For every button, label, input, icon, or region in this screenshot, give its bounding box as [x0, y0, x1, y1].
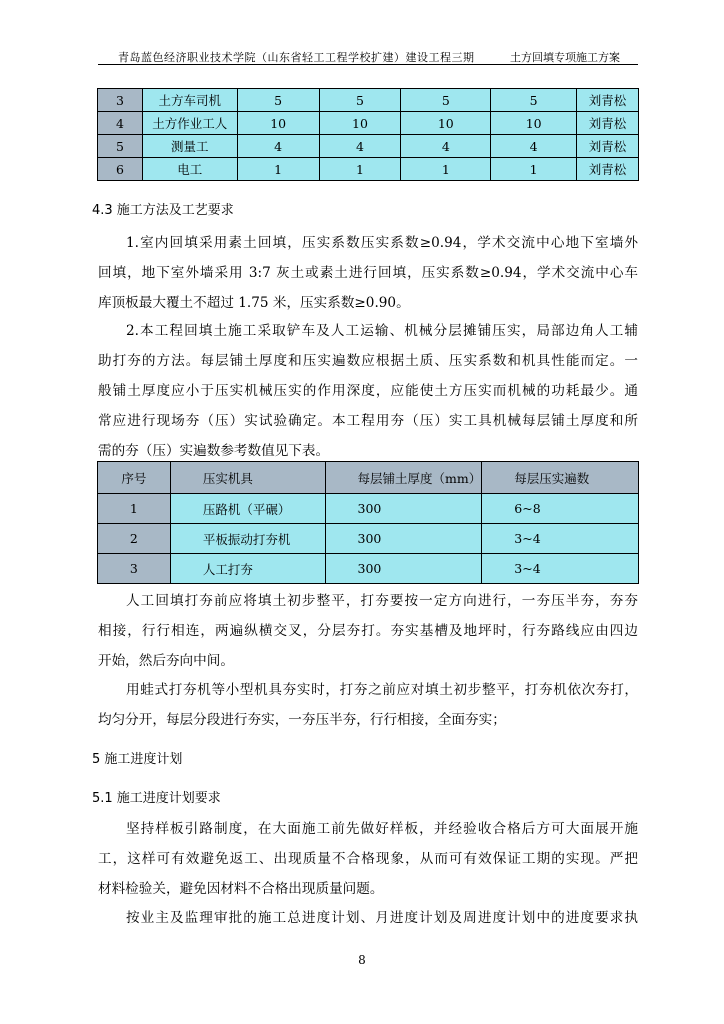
- text-line: 开始，然后夯向中间。: [98, 653, 234, 669]
- text-line: 需的夯（压）实遍数参考数值见下表。: [98, 443, 330, 459]
- text-line: 按业主及监理审批的施工总进度计划、月进度计划及周进度计划中的进度要求执: [126, 910, 638, 926]
- text-line: 常应进行现场夯（压）实试验确定。本工程用夯（压）实工具机械每层铺土厚度和所: [98, 413, 638, 429]
- text-line: 回填，地下室外墙采用 3:7 灰土或素土进行回填，压实系数≥0.94，学术交流中心车: [98, 265, 638, 281]
- section-heading-5-1: 5.1 施工进度计划要求: [92, 791, 221, 806]
- table-cell: 5: [491, 89, 577, 112]
- text-line: 坚持样板引路制度，在大面施工前先做好样板，并经验收合格后方可大面展开施: [126, 821, 638, 837]
- table-cell: 1: [98, 494, 171, 524]
- table-cell: 刘青松: [577, 112, 639, 135]
- text-line: 用蛙式打夯机等小型机具夯实时，打夯之前应对填土初步整平，打夯机依次夯打，: [126, 682, 638, 698]
- table-cell: 10: [237, 112, 319, 135]
- section-heading-5: 5 施工进度计划: [92, 752, 183, 767]
- table-cell: 5: [319, 89, 401, 112]
- table-header-cell: 每层压实遍数: [482, 462, 639, 494]
- table-cell: 1: [319, 158, 401, 181]
- table-row: [98, 89, 639, 112]
- table-cell: 5: [401, 89, 491, 112]
- staffing-table: [97, 88, 639, 181]
- table-cell: 5: [237, 89, 319, 112]
- table-header-row: [98, 462, 639, 494]
- paragraph: [98, 316, 638, 466]
- table-cell: 3~4: [482, 524, 639, 554]
- table-cell: 5: [98, 135, 143, 158]
- table-cell: 4: [98, 112, 143, 135]
- text-line: 均匀分开，每层分段进行夯实，一夯压半夯，行行相接，全面夯实；: [98, 712, 506, 728]
- table-cell: 6: [98, 158, 143, 181]
- table-header-cell: 压实机具: [170, 462, 325, 494]
- section-heading-4-3: 4.3 施工方法及工艺要求: [92, 203, 234, 218]
- paragraph: [98, 586, 638, 676]
- text-line: 1.室内回填采用素土回填，压实系数压实系数≥0.94，学术交流中心地下室墙外: [126, 235, 638, 251]
- table-header-cell: 每层铺土厚度（mm）: [325, 462, 482, 494]
- table-cell: 2: [98, 524, 171, 554]
- table-cell: 1: [237, 158, 319, 181]
- header-project-name: 青岛蓝色经济职业技术学院（山东省轻工工程学校扩建）建设工程三期: [118, 51, 475, 64]
- header-document-title: 土方回填专项施工方案: [510, 51, 620, 64]
- table-cell: 4: [491, 135, 577, 158]
- table-row: [98, 112, 639, 135]
- table-cell: 电工: [142, 158, 237, 181]
- table-cell: 6~8: [482, 494, 639, 524]
- table-row: [98, 524, 639, 554]
- table-cell: 10: [319, 112, 401, 135]
- paragraph: [98, 675, 638, 735]
- text-line: 人工回填打夯前应将填土初步整平，打夯要按一定方向进行，一夯压半夯，夯夯: [126, 593, 638, 609]
- text-line: 助打夯的方法。每层铺土厚度和压实遍数应根据土质、压实系数和机具性能而定。一: [98, 353, 638, 369]
- table-cell: 1: [491, 158, 577, 181]
- table-cell: 土方作业工人: [142, 112, 237, 135]
- table-header-cell: 序号: [98, 462, 171, 494]
- table-cell: 300: [325, 524, 482, 554]
- table-cell: 刘青松: [577, 158, 639, 181]
- table-row: [98, 158, 639, 181]
- table-row: [98, 494, 639, 524]
- table-cell: 人工打夯: [170, 554, 325, 584]
- table-cell: 10: [491, 112, 577, 135]
- text-line: 2.本工程回填土施工采取铲车及人工运输、机械分层摊铺压实，局部边角人工辅: [126, 323, 638, 339]
- table-cell: 1: [401, 158, 491, 181]
- table-cell: 10: [401, 112, 491, 135]
- table-cell: 刘青松: [577, 135, 639, 158]
- table-cell: 平板振动打夯机: [170, 524, 325, 554]
- page-header: [98, 44, 638, 65]
- table-cell: 测量工: [142, 135, 237, 158]
- table-cell: 3~4: [482, 554, 639, 584]
- table-cell: 300: [325, 494, 482, 524]
- text-line: 工，这样可有效避免返工、出现质量不合格现象，从而可有效保证工期的实现。严把: [98, 851, 638, 867]
- table-cell: 刘青松: [577, 89, 639, 112]
- paragraph: [98, 903, 638, 933]
- table-cell: 4: [319, 135, 401, 158]
- table-cell: 土方车司机: [142, 89, 237, 112]
- table-row: [98, 554, 639, 584]
- paragraph: [98, 228, 638, 318]
- table-row: [98, 135, 639, 158]
- table-cell: 3: [98, 89, 143, 112]
- compaction-table: [97, 461, 639, 584]
- table-cell: 4: [237, 135, 319, 158]
- table-cell: 4: [401, 135, 491, 158]
- table-cell: 300: [325, 554, 482, 584]
- text-line: 相接，行行相连，两遍纵横交叉，分层夯打。夯实基槽及地坪时，行夯路线应由四边: [98, 623, 638, 639]
- table-cell: 3: [98, 554, 171, 584]
- text-line: 库顶板最大覆土不超过 1.75 米，压实系数≥0.90。: [98, 295, 410, 311]
- text-line: 材料检验关，避免因材料不合格出现质量问题。: [98, 881, 384, 897]
- table-cell: 压路机（平碾）: [170, 494, 325, 524]
- page-number: 8: [358, 953, 366, 967]
- paragraph: [98, 814, 638, 904]
- text-line: 般铺土厚度应小于压实机械压实的作用深度，应能使土方压实而机械的功耗最少。通: [98, 383, 638, 399]
